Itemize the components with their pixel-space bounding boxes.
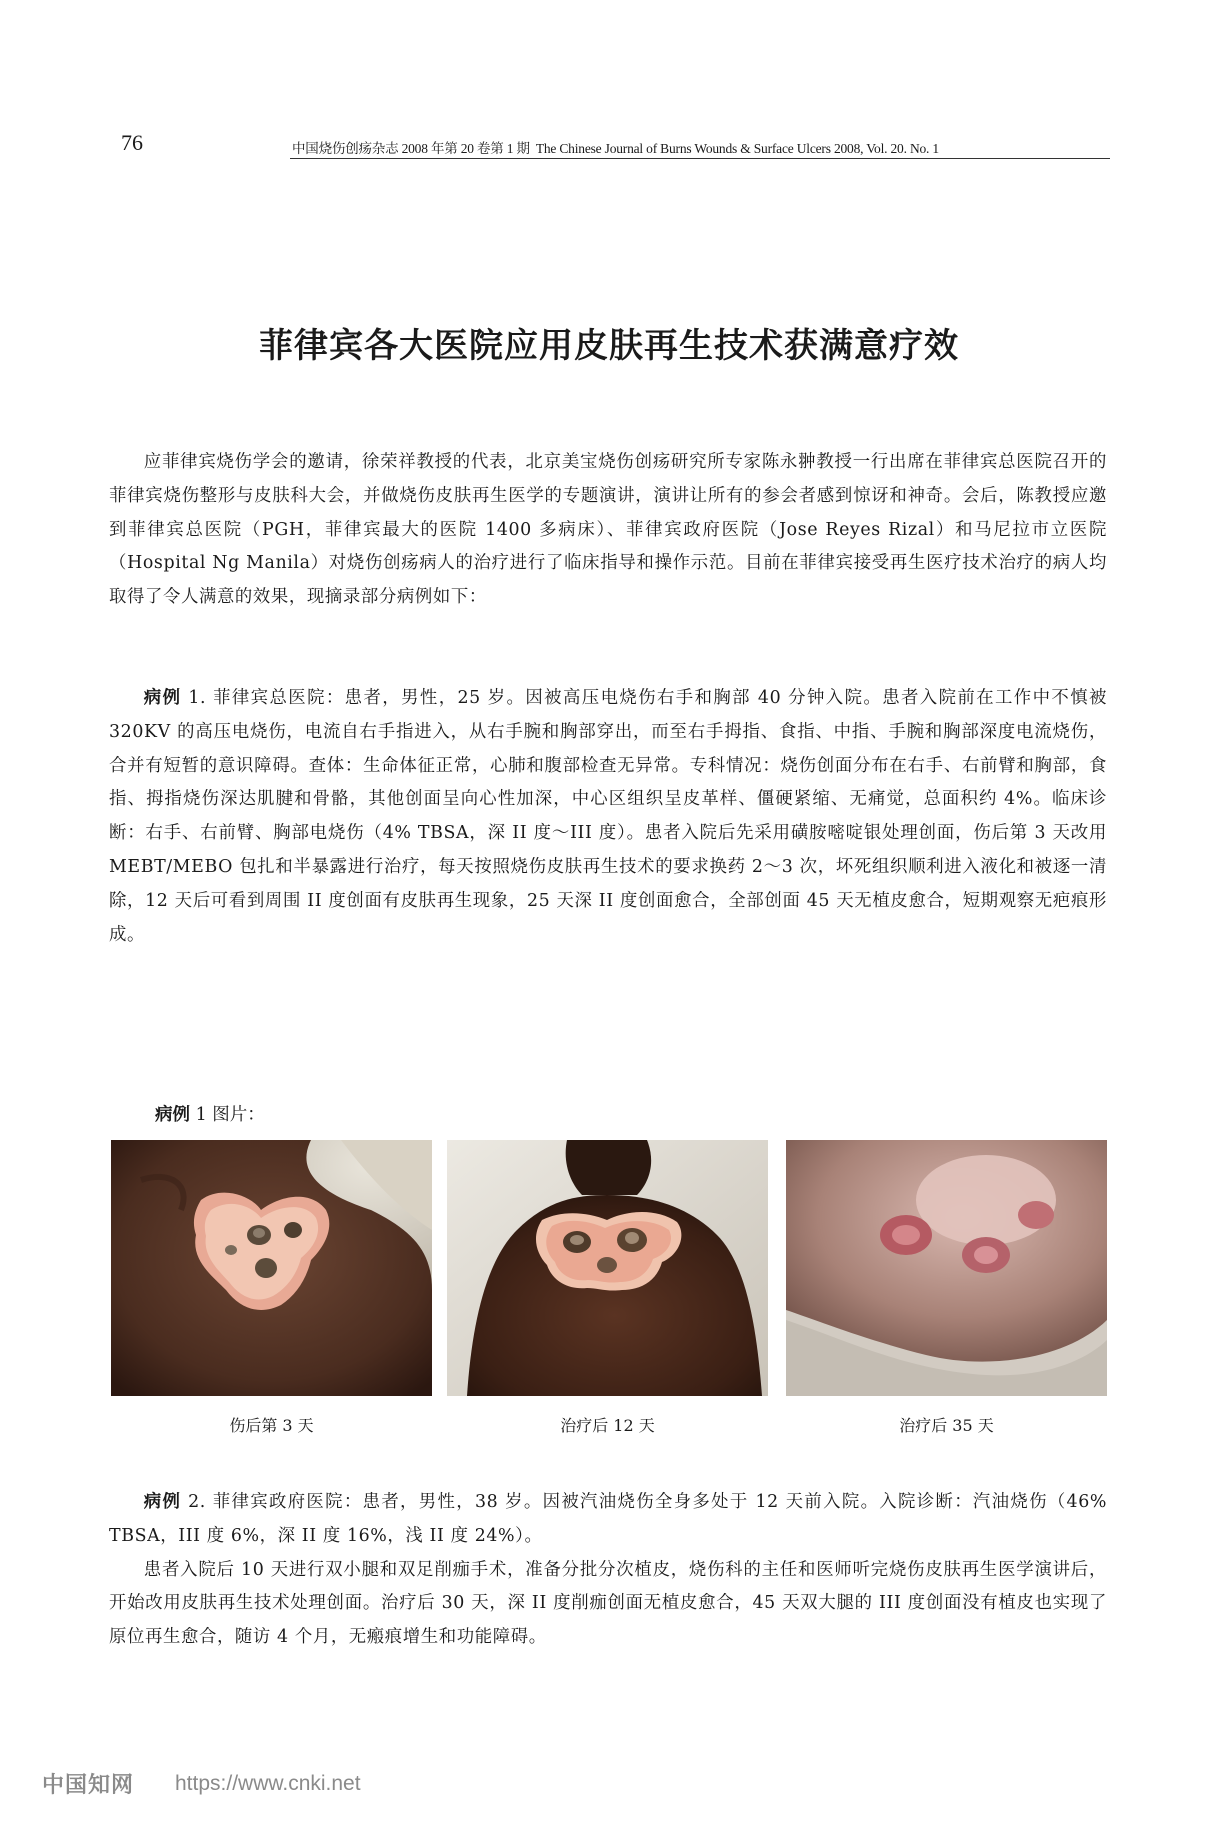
journal-name-cn: 中国烧伤创疡杂志 2008 年第 20 卷第 1 期 [292, 141, 530, 156]
cnki-url[interactable]: https://www.cnki.net [175, 1772, 361, 1795]
figure-heading [155, 1101, 265, 1126]
case1-label: 病例 [143, 688, 182, 708]
case2-text: 2. 菲律宾政府医院：患者，男性，38 岁。因被汽油烧伤全身多处于 12 天前入院。入院诊断：汽油烧伤（46% TBSA，III 度 6%，深 II 度 16%，浅 II 度 24%）。 [109, 1492, 1108, 1546]
intro-section [109, 446, 1107, 615]
clinical-photo-day35 [786, 1140, 1107, 1396]
figure-heading-label: 病例 [155, 1105, 190, 1125]
case2-paragraph [109, 1486, 1107, 1554]
case2-label: 病例 [143, 1492, 182, 1512]
photo-caption-day12: 治疗后 12 天 [560, 1416, 655, 1435]
header-rule [290, 158, 1110, 159]
intro-paragraph: 应菲律宾烧伤学会的邀请，徐荣祥教授的代表，北京美宝烧伤创疡研究所专家陈永翀教授一行出席在菲律宾总医院召开的菲律宾烧伤整形与皮肤科大会，并做烧伤皮肤再生医学的专题演讲，演讲让所有的参会者感到惊讶和神奇。会后，陈教授应邀到菲律宾总医院（PGH，菲律宾最大的医院 1400 多病床）、菲律宾政府医院（Jose Reyes Rizal）和马尼拉市立医院（Hospital Ng Manila）对烧伤创疡病人的治疗进行了临床指导和操作示范。目前在菲律宾接受再生医疗技术治疗的病人均取得了令人满意的效果，现摘录部分病例如下： [109, 452, 1107, 608]
page-number: 76 [121, 130, 143, 155]
case1-paragraph [109, 682, 1107, 952]
photo-caption-day35: 治疗后 35 天 [899, 1416, 994, 1435]
figure-heading-text: 1 图片： [190, 1105, 265, 1125]
running-header [292, 137, 1108, 157]
case2-paragraph-2: 患者入院后 10 天进行双小腿和双足削痂手术，准备分批分次植皮，烧伤科的主任和医师听完烧伤皮肤再生医学演讲后，开始改用皮肤再生技术处理创面。治疗后 30 天，深 II 度削痂创面无植皮愈合，45 天双大腿的 III 度创面没有植皮也实现了原位再生愈合，随访 4 个月，无瘢痕增生和功能障碍。 [109, 1559, 1107, 1648]
case1-section [109, 682, 1107, 952]
case2-section [109, 1486, 1107, 1655]
clinical-photo-day3 [111, 1140, 432, 1396]
photo-caption-day3: 伤后第 3 天 [229, 1416, 314, 1435]
cnki-logo: 中国知网 [42, 1773, 135, 1798]
clinical-photo-day12 [447, 1140, 768, 1396]
article-title: 菲律宾各大医院应用皮肤再生技术获满意疗效 [259, 326, 959, 366]
journal-name-en: The Chinese Journal of Burns Wounds & Surface Ulcers 2008, Vol. 20. No. 1 [535, 141, 939, 156]
case1-text: 1. 菲律宾总医院：患者，男性，25 岁。因被高压电烧伤右手和胸部 40 分钟入院。患者入院前在工作中不慎被 320KV 的高压电烧伤，电流自右手指进入，从右手腕和胸部穿出，而至右手拇指、食指、中指、手腕和胸部深度电流烧伤，合并有短暂的意识障碍。查体：生命体征正常，心肺和腹部检查无异常。专科情况：烧伤创面分布在右手、右前臂和胸部，食指、拇指烧伤深达肌腱和骨骼，其他创面呈向心性加深，中心区组织呈皮革样、僵硬紧缩、无痛觉，总面积约 4%。临床诊断：右手、右前臂、胸部电烧伤（4% TBSA，深 II 度～III 度）。患者入院后先采用磺胺嘧啶银处理创面，伤后第 3 天改用 MEBT/MEBO 包扎和半暴露进行治疗，每天按照烧伤皮肤再生技术的要求换药 2～3 次，坏死组织顺利进入液化和被逐一清除，12 天后可看到周围 II 度创面有皮肤再生现象，25 天深 II 度创面愈合，全部创面 45 天无植皮愈合，短期观察无疤痕形成。 [109, 688, 1107, 945]
